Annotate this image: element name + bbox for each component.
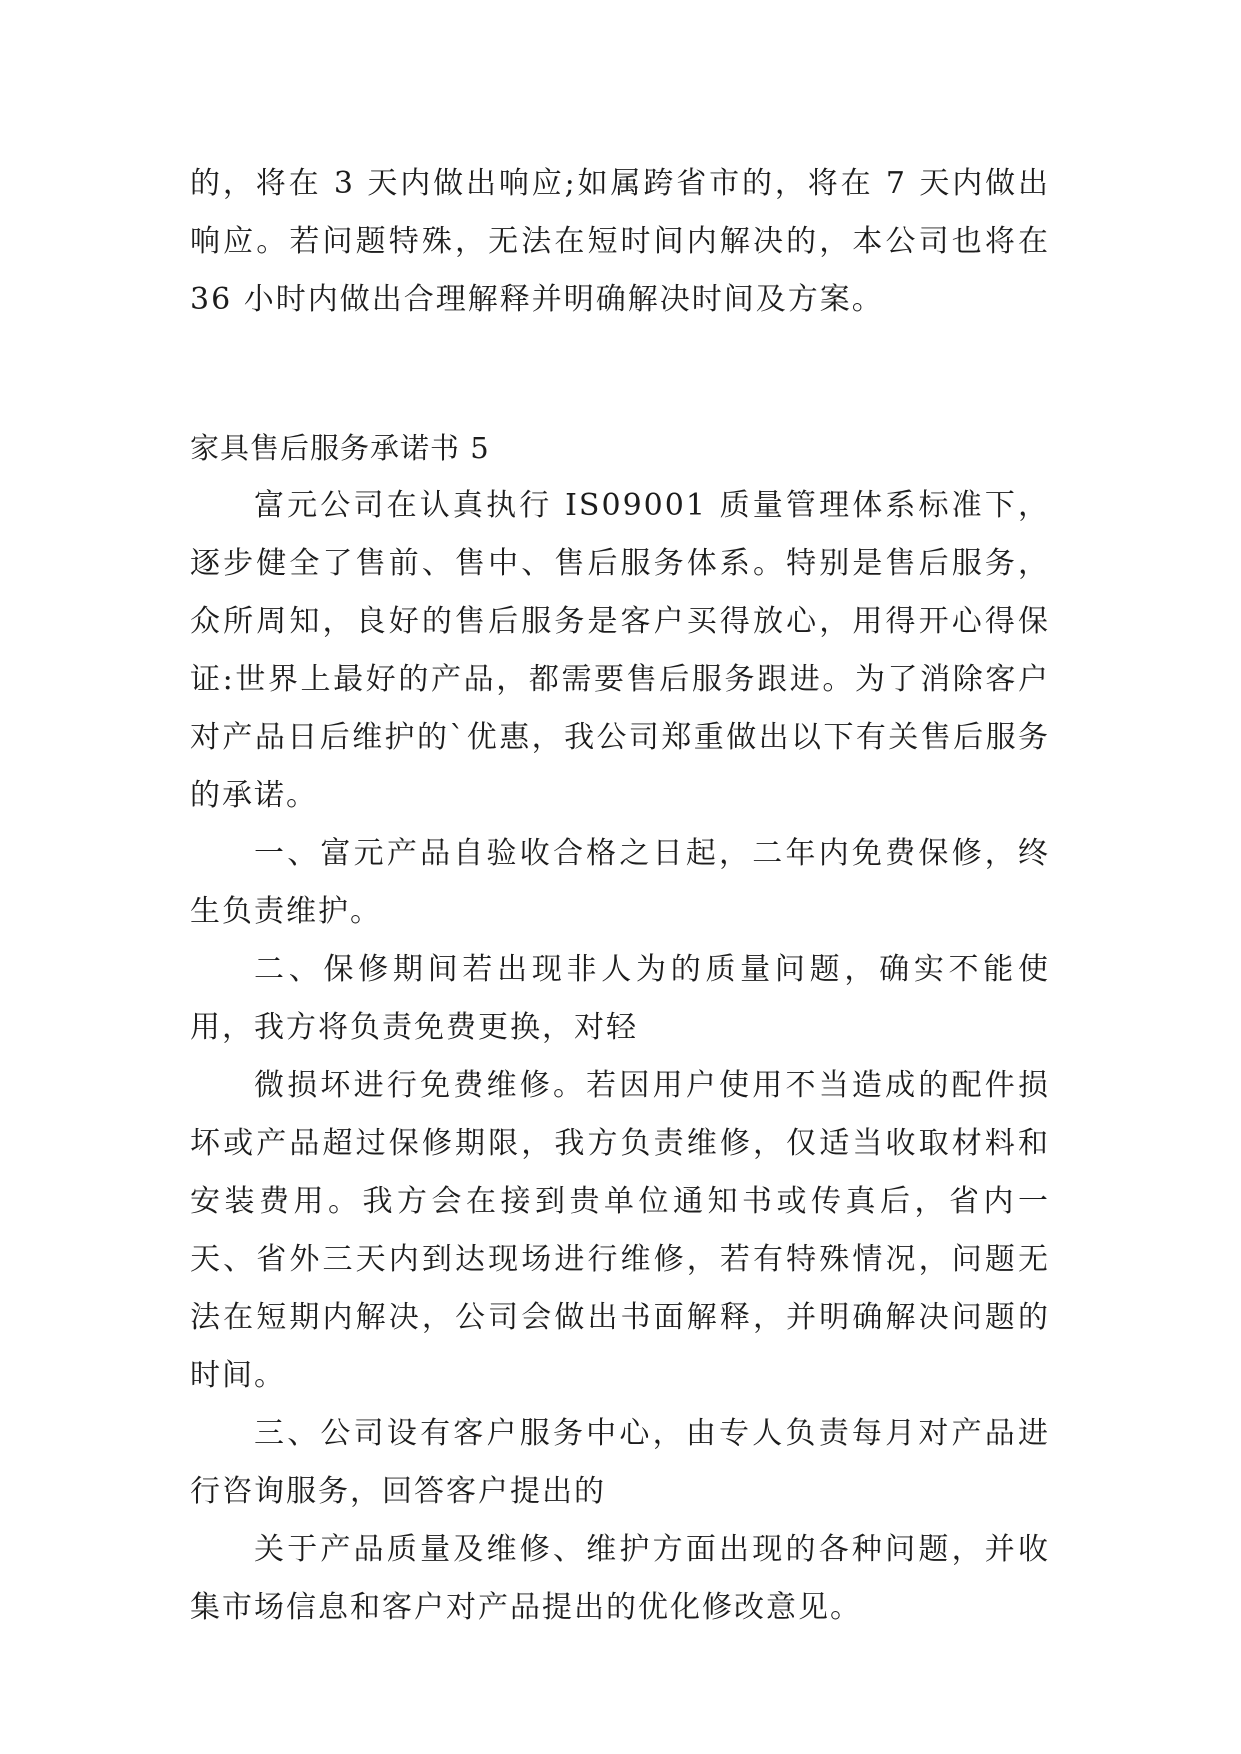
- section-title: 家具售后服务承诺书 5: [190, 431, 490, 465]
- document-body: [190, 155, 1050, 1637]
- paragraph-2: 一、富元产品自验收合格之日起，二年内免费保修，终生负责维护。: [190, 836, 1050, 929]
- paragraph-3: 二、保修期间若出现非人为的质量问题，确实不能使用，我方将负责免费更换，对轻: [190, 952, 1050, 1045]
- intro-paragraph: 的，将在 3 天内做出响应;如属跨省市的，将在 7 天内做出响应。若问题特殊，无法在短时间内解决的，本公司也将在36 小时内做出合理解释并明确解决时间及方案。: [190, 166, 1050, 317]
- paragraph-5: 三、公司设有客户服务中心，由专人负责每月对产品进行咨询服务，回答客户提出的: [190, 1416, 1050, 1509]
- paragraph-1: 富元公司在认真执行 IS09001 质量管理体系标准下，逐步健全了售前、售中、售后服务体系。特别是售后服务，众所周知，良好的售后服务是客户买得放心，用得开心得保证:世界上最好的产品，都需要售后服务跟进。为了消除客户对产品日后维护的`优惠，我公司郑重做出以下有关售后服务的承诺。: [190, 488, 1050, 813]
- paragraph-6: 关于产品质量及维修、维护方面出现的各种问题，并收集市场信息和客户对产品提出的优化修改意见。: [190, 1532, 1050, 1625]
- paragraph-4: 微损坏进行免费维修。若因用户使用不当造成的配件损坏或产品超过保修期限，我方负责维修，仅适当收取材料和安装费用。我方会在接到贵单位通知书或传真后，省内一天、省外三天内到达现场进行维修，若有特殊情况，问题无法在短期内解决，公司会做出书面解释，并明确解决问题的时间。: [190, 1068, 1050, 1393]
